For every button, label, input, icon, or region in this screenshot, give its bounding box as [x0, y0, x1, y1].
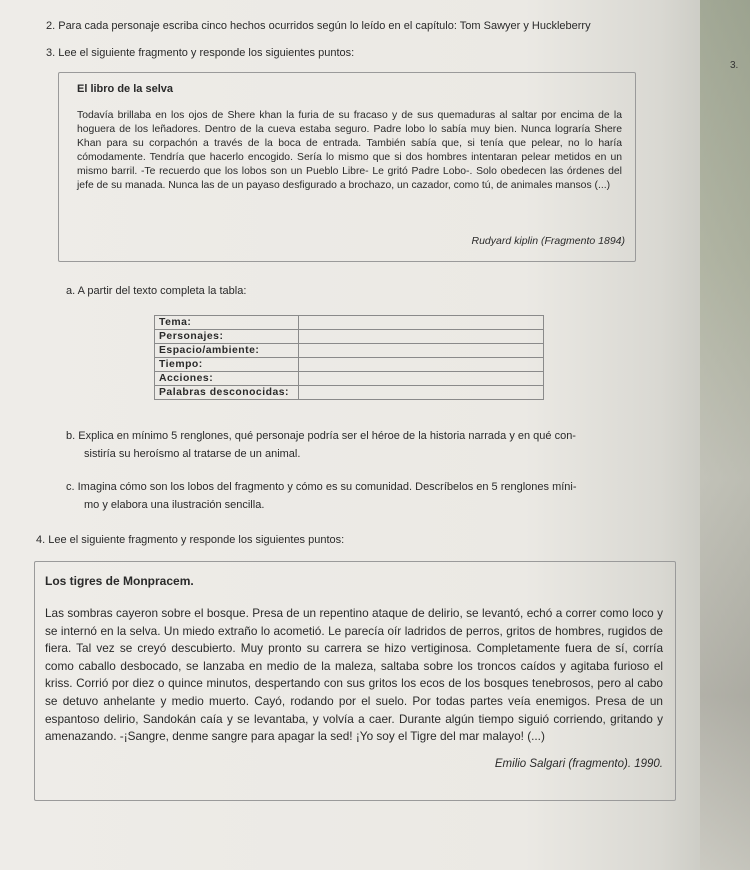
- row-label: Palabras desconocidas:: [155, 386, 299, 400]
- answer-cell[interactable]: [299, 330, 544, 344]
- row-label: Personajes:: [155, 330, 299, 344]
- question-3: 3. Lee el siguiente fragmento y responde los siguientes puntos:: [46, 47, 355, 59]
- answer-cell[interactable]: [299, 344, 544, 358]
- page-edge-shadow: [700, 0, 750, 870]
- reading-box-tigers: [34, 561, 676, 801]
- question-4: 4. Lee el siguiente fragmento y responde los siguientes puntos:: [36, 534, 345, 546]
- story-elements-table: [154, 315, 544, 400]
- reading-paragraph: Las sombras cayeron sobre el bosque. Presa de un repentino ataque de delirio, se levantó, echó a correr como loco y se internó en la selva. Un miedo extraño lo acometió. Le parecía oír ladridos de perros, gritos de hombres, rugidos de fiera. Tal vez se creyó descubierto. Muy pronto su carrera se hizo vertiginosa. Completamente fuera de sí, corría como caballo desbocado, se lanzaba en medio de la maleza, saltaba sobre los troncos caídos y agitaba furioso el kriss. Corrió por diez o quince minutos, despertando con sus gritos los ecos de los bosques tenebrosos, pero al cabo se detuvo anhelante y medio muerto. Cayó, rodando por el suelo. Por todas partes veía enemigos. Presa de un espantoso delirio, Sandokán caía y se levantaba, y volvía a caer. Durante algún tiempo siguió corriendo, gritando y amenazando. -¡Sangre, denme sangre para apagar la sed! ¡Yo soy el Tigre del mar malayo! (...): [45, 606, 663, 744]
- row-label: Tema:: [155, 316, 299, 330]
- row-label: Acciones:: [155, 372, 299, 386]
- table-row: [155, 372, 544, 386]
- row-label: Espacio/ambiente:: [155, 344, 299, 358]
- answer-cell[interactable]: [299, 358, 544, 372]
- reading-box-jungle-book: [58, 72, 636, 262]
- page-mark: 3.: [730, 60, 739, 71]
- row-label: Tiempo:: [155, 358, 299, 372]
- question-b-line1: b. Explica en mínimo 5 renglones, qué personaje podría ser el héroe de la historia narrada y en qué con-: [66, 430, 576, 442]
- question-2: 2. Para cada personaje escriba cinco hechos ocurridos según lo leído en el capítulo: Tom Sawyer y Huckleberry: [46, 20, 591, 32]
- answer-cell[interactable]: [299, 372, 544, 386]
- table-row: [155, 344, 544, 358]
- reading-author: Emilio Salgari (fragmento). 1990.: [494, 758, 663, 770]
- table-row: [155, 386, 544, 400]
- question-c-line2: mo y elabora una ilustración sencilla.: [84, 499, 265, 511]
- reading-title: Los tigres de Monpracem.: [45, 574, 194, 588]
- question-c-line1: c. Imagina cómo son los lobos del fragmento y cómo es su comunidad. Descríbelos en 5 renglones míni-: [66, 481, 577, 493]
- reading-paragraph: Todavía brillaba en los ojos de Shere khan la furia de su fracaso y de sus quemaduras al saltar por encima de la hoguera de los leñadores. Dentro de la cueva estaba seguro. Padre lobo lo sabía muy bien. Nunca lograría Shere Khan para su corpachón a través de la boca de entrada. También sabía que, si tenía que pelear, no lo haría cómodamente. Tendría que hacerlo encogido. Sería lo mismo que si dos hombres intentaran pelear metidos en un mismo barril. -Te recuerdo que los lobos son un Pueblo Libre- Le gritó Padre Lobo-. Solo obedecen las órdenes del jefe de su manada. Nunca las de un payaso desfigurado a brochazo, un cazador, como tú, de animales mansos (...): [77, 110, 622, 192]
- question-a: a. A partir del texto completa la tabla:: [66, 285, 247, 297]
- table-row: [155, 358, 544, 372]
- table-row: [155, 330, 544, 344]
- question-b-line2: sistiría su heroísmo al tratarse de un animal.: [84, 448, 301, 460]
- answer-cell[interactable]: [299, 386, 544, 400]
- reading-title: El libro de la selva: [77, 83, 173, 95]
- reading-author: Rudyard kiplin (Fragmento 1894): [471, 235, 625, 247]
- answer-cell[interactable]: [299, 316, 544, 330]
- table-row: [155, 316, 544, 330]
